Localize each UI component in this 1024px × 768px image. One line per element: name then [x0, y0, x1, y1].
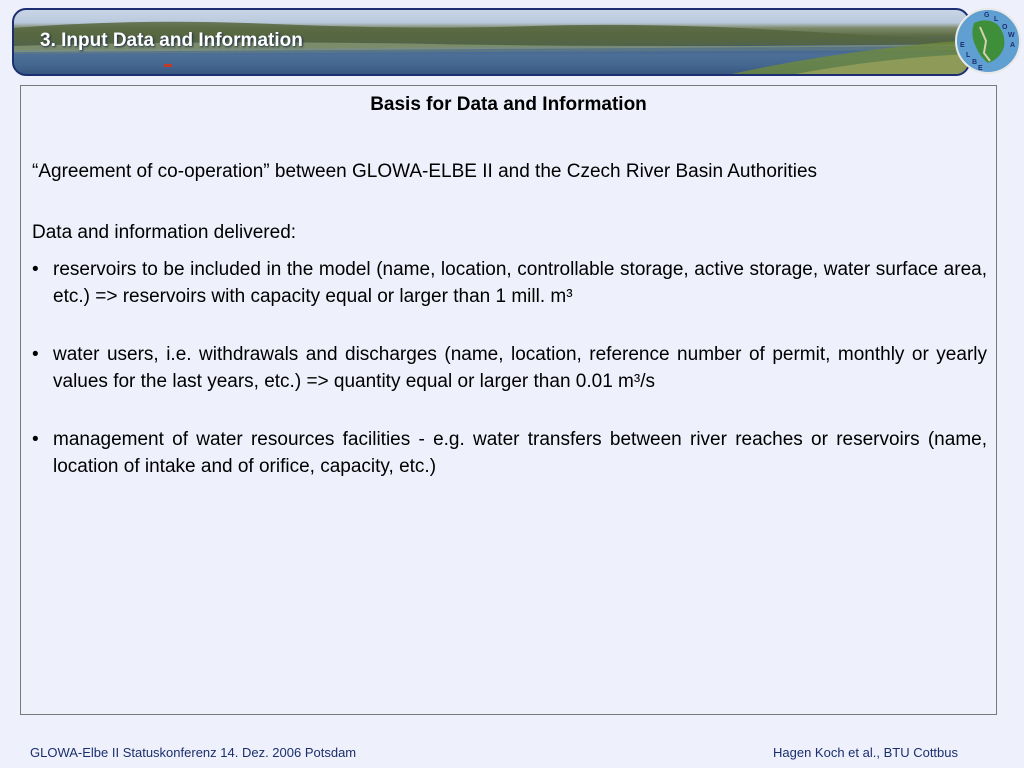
- delivered-list: [32, 256, 987, 511]
- content-box: [20, 85, 997, 715]
- slide-title: 3. Input Data and Information: [40, 30, 303, 51]
- logo-letter: E: [978, 65, 983, 72]
- list-item-text: water users, i.e. withdrawals and discharges (name, location, reference number of permit, monthly or yearly values for the last years, etc.) => quantity equal or larger than 0.01 m³/s: [53, 344, 987, 392]
- logo-letter: E: [960, 42, 965, 49]
- list-item: [32, 426, 987, 480]
- logo-letter: O: [1002, 24, 1008, 31]
- logo-letter: A: [1010, 42, 1016, 49]
- list-item-text: reservoirs to be included in the model (name, location, controllable storage, active storage, water surface area, etc.) => reservoirs with capacity equal or larger than 1 mill. m³: [53, 259, 987, 307]
- bullet-icon: •: [32, 429, 39, 450]
- list-item: [32, 341, 987, 395]
- footer-conference: GLOWA-Elbe II Statuskonferenz 14. Dez. 2006 Potsdam: [30, 745, 357, 760]
- list-item: [32, 256, 987, 310]
- logo-letter: B: [972, 59, 978, 66]
- logo-letter: L: [994, 16, 999, 23]
- delivered-label: Data and information delivered:: [32, 222, 297, 243]
- bullet-icon: •: [32, 344, 39, 365]
- logo-letter: L: [966, 52, 971, 59]
- logo-letter: G: [984, 12, 990, 19]
- footer-authors: Hagen Koch et al., BTU Cottbus: [773, 745, 958, 760]
- glowa-elbe-logo: [954, 7, 1022, 75]
- logo-letter: W: [1008, 32, 1015, 39]
- header-banner: [12, 8, 970, 76]
- list-item-text: management of water resources facilities - e.g. water transfers between river reaches or reservoirs (name, location of intake and of orifice, capacity, etc.): [53, 429, 987, 477]
- section-heading: Basis for Data and Information: [370, 94, 647, 115]
- agreement-text: “Agreement of co-operation” between GLOWA-ELBE II and the Czech River Basin Authorities: [32, 161, 818, 182]
- bullet-icon: •: [32, 259, 39, 280]
